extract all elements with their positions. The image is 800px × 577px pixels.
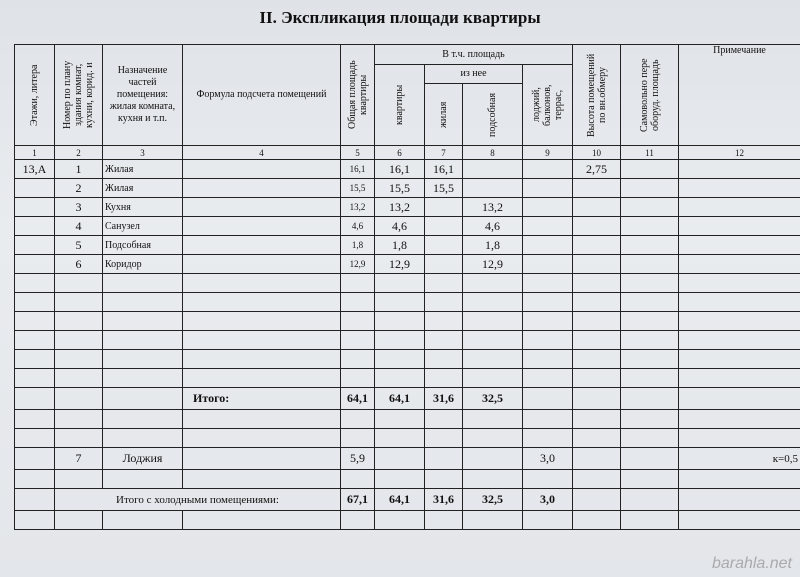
cell-living (425, 217, 463, 236)
col-number: 11 (621, 146, 679, 160)
col-number: 4 (183, 146, 341, 160)
cell-unauthorized (621, 179, 679, 198)
cell-number: 6 (55, 255, 103, 274)
cell-aux: 4,6 (463, 217, 523, 236)
cell-aux: 13,2 (463, 198, 523, 217)
col-number: 5 (341, 146, 375, 160)
header-note: Примечание (679, 45, 800, 146)
cell-floor (15, 236, 55, 255)
cell-number: 1 (55, 160, 103, 179)
empty-row (15, 429, 800, 448)
cell-flat: 16,1 (375, 160, 425, 179)
cell-height: 2,75 (573, 160, 621, 179)
cell-name: Кухня (103, 198, 183, 217)
cell-formula (183, 179, 341, 198)
col-number: 1 (15, 146, 55, 160)
col-number: 2 (55, 146, 103, 160)
col-number: 3 (103, 146, 183, 160)
header-floor: Этажи, литера (15, 45, 55, 146)
cell-loggia (523, 179, 573, 198)
cell-number: 3 (55, 198, 103, 217)
cell-height (573, 179, 621, 198)
grand-total-row (15, 489, 800, 511)
empty-row (15, 312, 800, 331)
table-row (15, 179, 800, 198)
cell-total: 1,8 (341, 236, 375, 255)
loggia-name: Лоджия (103, 448, 183, 470)
cell-name: Жилая (103, 160, 183, 179)
empty-row (15, 470, 800, 489)
cell-living (425, 236, 463, 255)
table-row (15, 236, 800, 255)
col-number: 8 (463, 146, 523, 160)
cell-living: 16,1 (425, 160, 463, 179)
cell-note (679, 198, 800, 217)
cell-aux (463, 160, 523, 179)
cell-formula (183, 198, 341, 217)
cell-floor: 13,А (15, 160, 55, 179)
col-number: 6 (375, 146, 425, 160)
cell-aux: 1,8 (463, 236, 523, 255)
cell-total: 13,2 (341, 198, 375, 217)
cell-note (679, 179, 800, 198)
header-purpose: Назначение частей помещения: жилая комната, кухня и т.п. (103, 45, 183, 146)
header-auxiliary: подсобная (463, 84, 523, 146)
grand-total-flat: 64,1 (375, 489, 425, 511)
cell-name: Коридор (103, 255, 183, 274)
header-total-area: Общая площадь квартиры (341, 45, 375, 146)
cell-note (679, 160, 800, 179)
cell-unauthorized (621, 217, 679, 236)
cell-flat: 4,6 (375, 217, 425, 236)
cell-flat: 15,5 (375, 179, 425, 198)
cell-height (573, 198, 621, 217)
cell-total: 12,9 (341, 255, 375, 274)
total-flat: 64,1 (375, 388, 425, 410)
empty-row (15, 511, 800, 530)
cell-formula (183, 217, 341, 236)
table-row (15, 255, 800, 274)
header-formula: Формула подсчета помещений (183, 45, 341, 146)
cell-unauthorized (621, 160, 679, 179)
cell-number: 4 (55, 217, 103, 236)
cell-living (425, 198, 463, 217)
cell-name: Подсобная (103, 236, 183, 255)
col-number: 12 (679, 146, 800, 160)
header-flat: квартиры (375, 65, 425, 146)
grand-total-total: 67,1 (341, 489, 375, 511)
cell-living: 15,5 (425, 179, 463, 198)
cell-floor (15, 198, 55, 217)
grand-total-loggia: 3,0 (523, 489, 573, 511)
cell-flat: 12,9 (375, 255, 425, 274)
cell-height (573, 255, 621, 274)
header-height: Высота помещений по вн.обмеру (573, 45, 621, 146)
explication-table (14, 44, 800, 530)
empty-row (15, 369, 800, 388)
cell-note (679, 236, 800, 255)
cell-floor (15, 217, 55, 236)
cell-note (679, 255, 800, 274)
cell-aux: 12,9 (463, 255, 523, 274)
page-title: II. Экспликация площади квартиры (259, 8, 541, 27)
cell-total: 16,1 (341, 160, 375, 179)
grand-total-aux: 32,5 (463, 489, 523, 511)
cell-unauthorized (621, 198, 679, 217)
cell-aux (463, 179, 523, 198)
loggia-note: к=0,5 (679, 448, 800, 470)
empty-row (15, 410, 800, 429)
col-number: 9 (523, 146, 573, 160)
table-row (15, 217, 800, 236)
header-loggia: лоджий, балконов, террас, (523, 65, 573, 146)
cell-loggia (523, 236, 573, 255)
cell-unauthorized (621, 255, 679, 274)
cell-name: Жилая (103, 179, 183, 198)
total-label: Итого: (183, 388, 341, 410)
header-unauthorized: Самовольно пере оборуд. площадь (621, 45, 679, 146)
table-row (15, 198, 800, 217)
table-row (15, 160, 800, 179)
col-number: 10 (573, 146, 621, 160)
total-living: 31,6 (425, 388, 463, 410)
loggia-total: 5,9 (341, 448, 375, 470)
cell-total: 15,5 (341, 179, 375, 198)
loggia-number: 7 (55, 448, 103, 470)
cell-name: Санузел (103, 217, 183, 236)
header-living: жилая (425, 84, 463, 146)
cell-floor (15, 255, 55, 274)
cell-flat: 1,8 (375, 236, 425, 255)
cell-loggia (523, 255, 573, 274)
grand-total-living: 31,6 (425, 489, 463, 511)
cell-number: 2 (55, 179, 103, 198)
cell-formula (183, 236, 341, 255)
cell-loggia (523, 217, 573, 236)
col-number: 7 (425, 146, 463, 160)
empty-row (15, 274, 800, 293)
loggia-area: 3,0 (523, 448, 573, 470)
cell-formula (183, 160, 341, 179)
header-group: В т.ч. площадь (375, 45, 573, 65)
cell-height (573, 236, 621, 255)
cell-note (679, 217, 800, 236)
cell-loggia (523, 198, 573, 217)
total-aux: 32,5 (463, 388, 523, 410)
total-row (15, 388, 800, 410)
header-row-1 (15, 45, 800, 65)
header-plan-number: Номер по плану здания комнат, кухни, корид. и (55, 45, 103, 146)
cell-total: 4,6 (341, 217, 375, 236)
cell-flat: 13,2 (375, 198, 425, 217)
cell-number: 5 (55, 236, 103, 255)
total-total: 64,1 (341, 388, 375, 410)
empty-row (15, 293, 800, 312)
empty-row (15, 331, 800, 350)
cell-loggia (523, 160, 573, 179)
grand-total-label: Итого с холодными помещениями: (55, 489, 341, 511)
column-number-row (15, 146, 800, 160)
cell-living (425, 255, 463, 274)
watermark: barahla.net (711, 555, 792, 572)
loggia-row (15, 448, 800, 470)
empty-row (15, 350, 800, 369)
cell-height (573, 217, 621, 236)
header-subgroup: из нее (425, 65, 523, 84)
cell-formula (183, 255, 341, 274)
cell-unauthorized (621, 236, 679, 255)
cell-floor (15, 179, 55, 198)
